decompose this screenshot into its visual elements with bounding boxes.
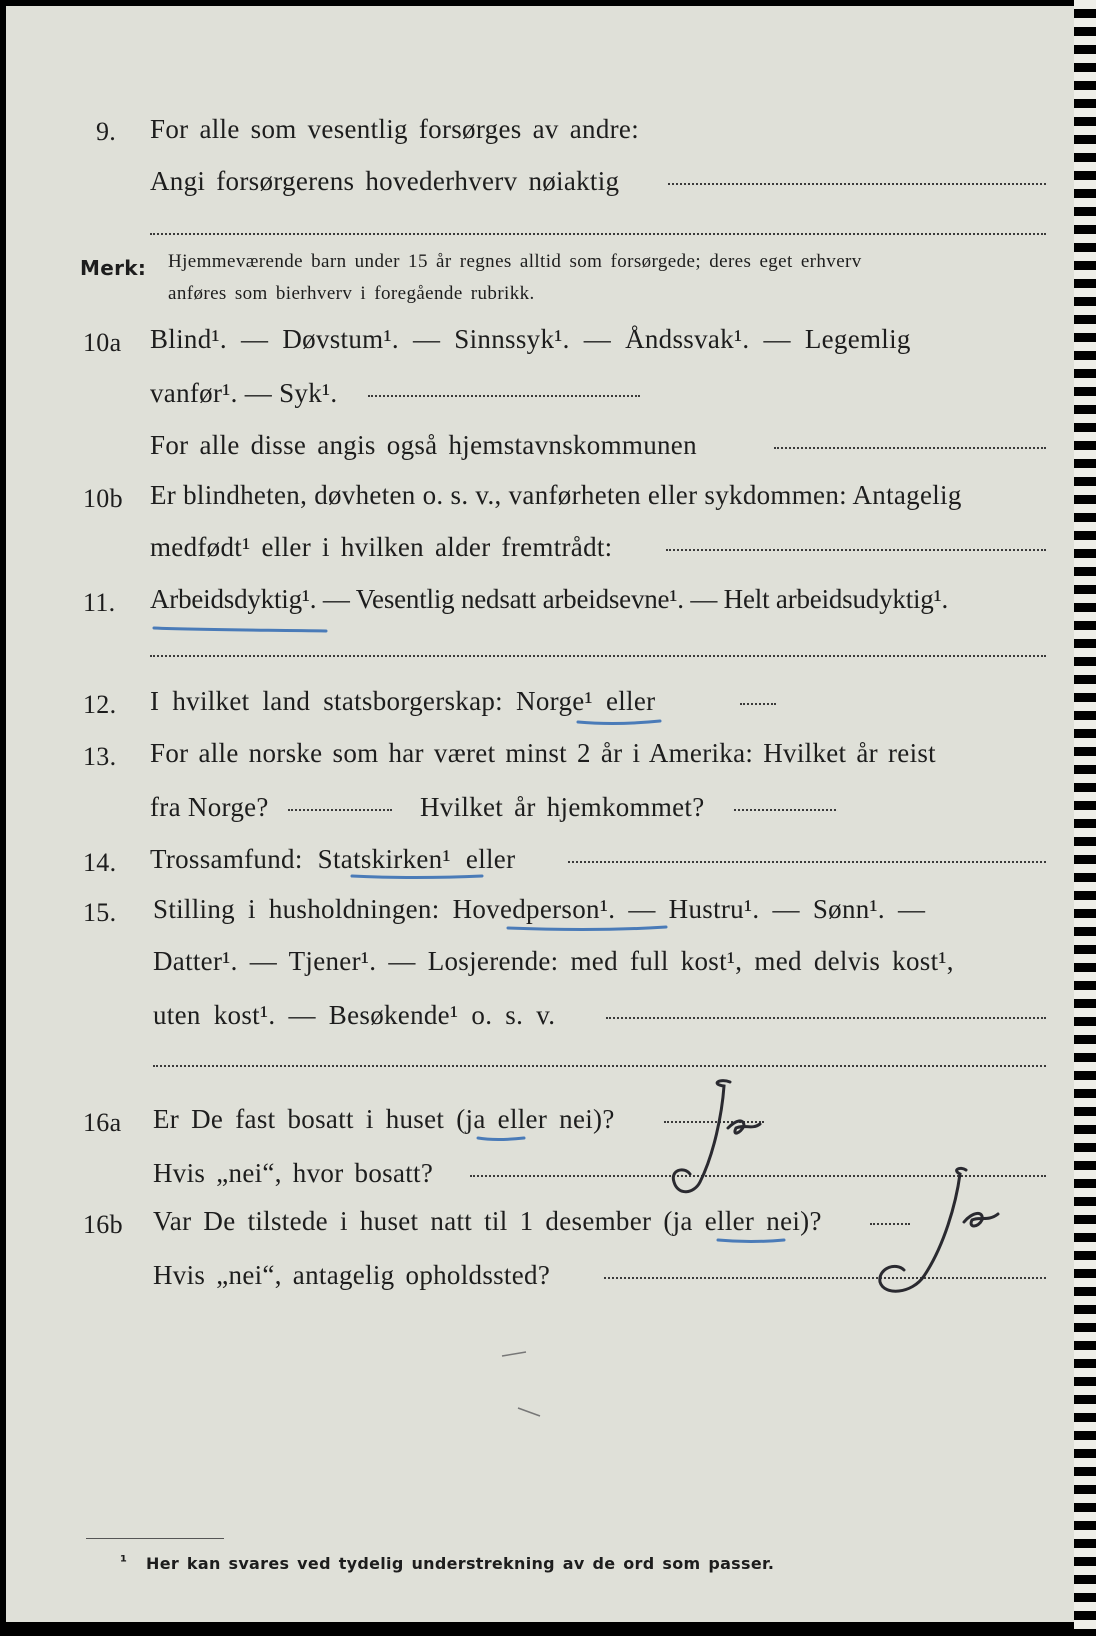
handwritten-ja-16a <box>640 1074 780 1204</box>
q12-number: 12. <box>83 690 117 719</box>
footnote-text: Her kan svares ved tydelig understrekning av de ord som passer. <box>146 1554 775 1573</box>
q16a-line2: Hvis „nei“, hvor bosatt? <box>153 1158 434 1188</box>
note-line1: Hjemmeværende barn under 15 år regnes alltid som forsørgede; deres eget erhverv <box>168 251 862 272</box>
underline-statskirken <box>352 876 482 878</box>
q12-line1: I hvilket land statsborgerskap: Norge¹ eller <box>150 686 656 716</box>
underline-ja-16b <box>718 1240 784 1242</box>
q9-number: 9. <box>96 117 117 146</box>
stray-marks <box>500 1350 560 1430</box>
q13-number: 13. <box>83 742 117 771</box>
q15-line1: Stilling i husholdningen: Hovedperson¹. — Hustru¹. — Sønn¹. — <box>153 894 926 924</box>
q10b-line2: medfødt¹ eller i hvilken alder fremtrådt: <box>150 532 613 562</box>
q11-number: 11. <box>83 588 116 617</box>
q16a-line1: Er De fast bosatt i huset (ja eller nei)? <box>153 1104 615 1134</box>
note-label: Merk: <box>80 256 147 280</box>
footnote-marker: ¹ <box>120 1552 128 1571</box>
underline-hovedperson <box>508 927 666 929</box>
handwritten-ja-16b <box>860 1164 1020 1304</box>
footnote-separator <box>86 1538 224 1539</box>
q15-line2: Datter¹. — Tjener¹. — Losjerende: med full kost¹, med delvis kost¹, <box>153 946 954 976</box>
note-line2: anføres som bierhverv i foregående rubrikk. <box>168 283 535 304</box>
q10a-line2: vanfør¹. — Syk¹. <box>150 378 338 408</box>
q14-line1: Trossamfund: Statskirken¹ eller <box>150 844 516 874</box>
q11-line1: Arbeidsdyktig¹. — Vesentlig nedsatt arbeidsevne¹. — Helt arbeidsudyktig¹. <box>150 584 949 614</box>
q16a-number: 16a <box>83 1108 122 1137</box>
q10b-number: 10b <box>83 484 123 513</box>
q15-line3: uten kost¹. — Besøkende¹ o. s. v. <box>153 1000 556 1030</box>
underline-arbeidsdyktig <box>154 628 326 631</box>
q9-line2: Angi forsørgerens hovederhverv nøiaktig <box>150 166 620 196</box>
q16b-line1: Var De tilstede i huset natt til 1 desember (ja eller nei)? <box>153 1206 822 1236</box>
q9-line1: For alle som vesentlig forsørges av andre: <box>150 114 639 144</box>
q10a-number: 10a <box>83 328 122 357</box>
q16b-line2: Hvis „nei“, antagelig opholdssted? <box>153 1260 551 1290</box>
q10a-line3: For alle disse angis også hjemstavnskommunen <box>150 430 697 460</box>
q13-line1: For alle norske som har været minst 2 år i Amerika: Hvilket år reist <box>150 738 936 768</box>
q13-line2b: Hvilket år hjemkommet? <box>420 792 705 822</box>
q16b-number: 16b <box>83 1210 123 1239</box>
underline-norge <box>578 721 660 723</box>
q10b-line1: Er blindheten, døvheten o. s. v., vanførheten eller sykdommen: Antagelig <box>150 480 962 510</box>
q13-line2a: fra Norge? <box>150 792 269 822</box>
q15-number: 15. <box>83 898 117 927</box>
underline-ja-16a <box>478 1138 524 1140</box>
q10a-line1: Blind¹. — Døvstum¹. — Sinnssyk¹. — Åndssvak¹. — Legemlig <box>150 324 911 354</box>
q14-number: 14. <box>83 848 117 877</box>
